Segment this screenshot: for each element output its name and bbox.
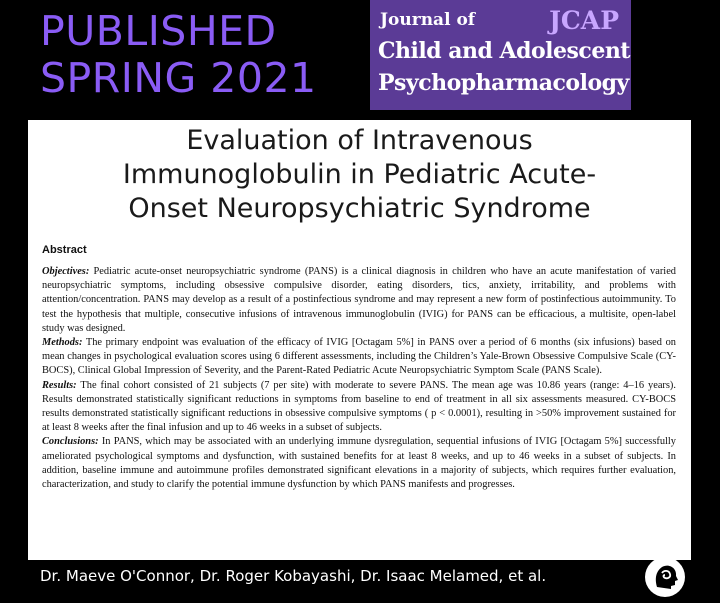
header-banner bbox=[0, 0, 720, 120]
section-text: In PANS, which may be associated with an underlying immune dysregulation, sequential infusions of IVIG [Octagam 5%] successfully ameliorated psychological symptoms and dysfunction, with sustained benefits for at least 8 weeks, and up to 46 weeks in a subset of subjects. In addition, baseline immune and autoimmune profiles demonstrated significant elevations in a majority of subjects, which requires further evaluation, characterization, and study to clarify the potential immune dysfunction by which PANS manifests and progresses. bbox=[42, 436, 676, 491]
abstract-body bbox=[42, 265, 676, 492]
journal-of-label: Journal of bbox=[380, 10, 476, 30]
section-text: The primary endpoint was evaluation of the efficacy of IVIG [Octagam 5%] in PANS over a period of 6 months (six infusions) based on mean changes in psychological evaluation scores using 6 different assessments, including the Children’s Yale-Brown Obsessive Compulsive Scale (CY-BOCS), Clinical Global Impression of Severity, and the Parent-Rated Pediatric Acute Neuropsychiatric Symptom Scale (PANS Scale). bbox=[42, 337, 676, 377]
journal-name-line-2: Child and Adolescent bbox=[378, 38, 630, 64]
author-credits: Dr. Maeve O'Connor, Dr. Roger Kobayashi, Dr. Isaac Melamed, et al. bbox=[40, 567, 547, 585]
published-heading bbox=[40, 8, 317, 102]
section-label: Conclusions: bbox=[42, 436, 99, 448]
journal-name-line-3: Psychopharmacology bbox=[378, 70, 629, 96]
paper-title bbox=[28, 124, 691, 226]
title-line-1: Evaluation of Intravenous bbox=[186, 125, 533, 156]
section-label: Results: bbox=[42, 379, 77, 391]
title-line-2: Immunoglobulin in Pediatric Acute- bbox=[122, 159, 597, 190]
abstract-section-results bbox=[42, 379, 676, 436]
published-line-2: SPRING 2021 bbox=[40, 54, 317, 102]
section-label: Objectives: bbox=[42, 266, 90, 277]
title-line-3: Onset Neuropsychiatric Syndrome bbox=[128, 193, 591, 224]
journal-logo-box bbox=[370, 0, 631, 110]
paper-excerpt bbox=[28, 120, 691, 560]
abstract-section-objectives bbox=[42, 265, 676, 336]
abstract-section-conclusions bbox=[42, 435, 676, 492]
section-text: Pediatric acute-onset neuropsychiatric syndrome (PANS) is a clinical diagnosis in children who have an acute manifestation of varied neuropsychiatric symptoms, including obsessive compulsive disorder, eating disorders, tics, anxiety, irritability, and problems with attention/concentration. PANS may develop as a result of a postinfectious syndrome and may represent a new form of postinfectious autoimmunity. To test the hypothesis that multiple, consecutive infusions of intravenous immunoglobulin (IVIG) for PANS can be efficacious, a multisite, open-label study was designed. bbox=[42, 266, 676, 334]
head-profile-icon bbox=[644, 556, 686, 598]
abstract-section-methods bbox=[42, 336, 676, 379]
abstract-heading: Abstract bbox=[42, 244, 87, 256]
section-text: The final cohort consisted of 21 subjects (7 per site) with moderate to severe PANS. The mean age was 10.86 years (range: 4–16 years). Results demonstrated statistically significant reductions in symptoms from baseline to end of treatment in all six assessments measured. CY-BOCS results demonstrated statistically significant reductions in obsessive compulsive symptoms ( p < 0.0001), resulting in >50% improvement sustained for at least 8 weeks after the final infusion and up to 46 weeks in a subset of subjects. bbox=[42, 379, 676, 434]
jcap-abbreviation: JCAP bbox=[549, 6, 619, 35]
section-label: Methods: bbox=[42, 337, 83, 349]
published-line-1: PUBLISHED bbox=[40, 7, 277, 55]
